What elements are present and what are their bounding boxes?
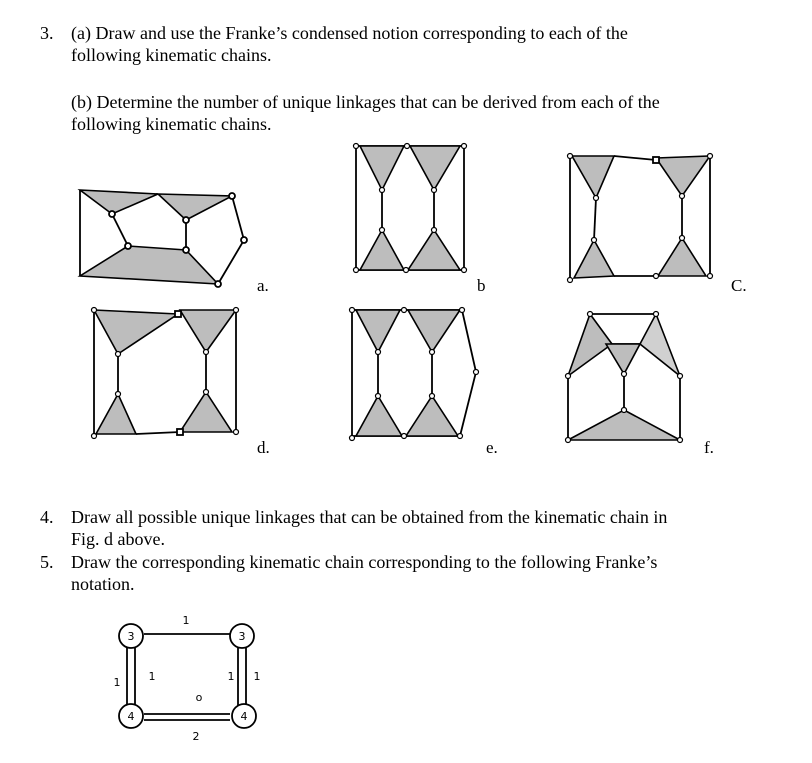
franke-edge-right-outer-label: 1: [253, 670, 261, 683]
franke-edge-bottom-label: 2: [192, 730, 200, 743]
question-3a-text-line1: (a) Draw and use the Franke’s condensed notion corresponding to each of the: [71, 23, 628, 43]
question-4-text-line1: Draw all possible unique linkages that can be obtained from the kinematic chain in: [71, 507, 668, 527]
franke-edge-left-outer-label: 1: [113, 676, 121, 689]
franke-node-bottom-right-label: 4: [240, 710, 248, 723]
franke-edge-left-inner-label: 1: [148, 670, 156, 683]
question-3b-text-line1: (b) Determine the number of unique linkages that can be derived from each of the: [71, 92, 660, 112]
question-4-text-line2: Fig. d above.: [71, 529, 165, 549]
franke-center-mark: o: [195, 691, 203, 704]
figure-e-label: e.: [486, 438, 498, 457]
figure-f-chain: [566, 312, 683, 443]
franke-node-top-right-label: 3: [238, 630, 246, 643]
franke-notation-diagram: [114, 614, 261, 743]
franke-node-top-left-label: 3: [127, 630, 135, 643]
franke-edge-top-label: 1: [182, 614, 190, 627]
figure-b-chain: [354, 144, 467, 273]
figure-e-chain: [350, 308, 479, 441]
figure-b-label: b: [477, 276, 486, 295]
figure-d-chain: [92, 308, 239, 439]
question-3a-text-line2: following kinematic chains.: [71, 45, 272, 65]
figure-f-label: f.: [704, 438, 714, 457]
franke-edge-right-inner-label: 1: [227, 670, 235, 683]
figure-c-label: C.: [731, 276, 747, 295]
figure-d-label: d.: [257, 438, 270, 457]
question-3-number: 3.: [40, 23, 54, 43]
franke-node-bottom-left-label: 4: [127, 710, 135, 723]
question-5-number: 5.: [40, 552, 54, 572]
figure-a-chain: [80, 190, 247, 287]
question-4-number: 4.: [40, 507, 54, 527]
figure-c-chain: [568, 154, 713, 283]
question-5-text-line1: Draw the corresponding kinematic chain corresponding to the following Franke’s: [71, 552, 658, 572]
question-5-text-line2: notation.: [71, 574, 135, 594]
figure-a-label: a.: [257, 276, 269, 295]
question-3b-text-line2: following kinematic chains.: [71, 114, 272, 134]
